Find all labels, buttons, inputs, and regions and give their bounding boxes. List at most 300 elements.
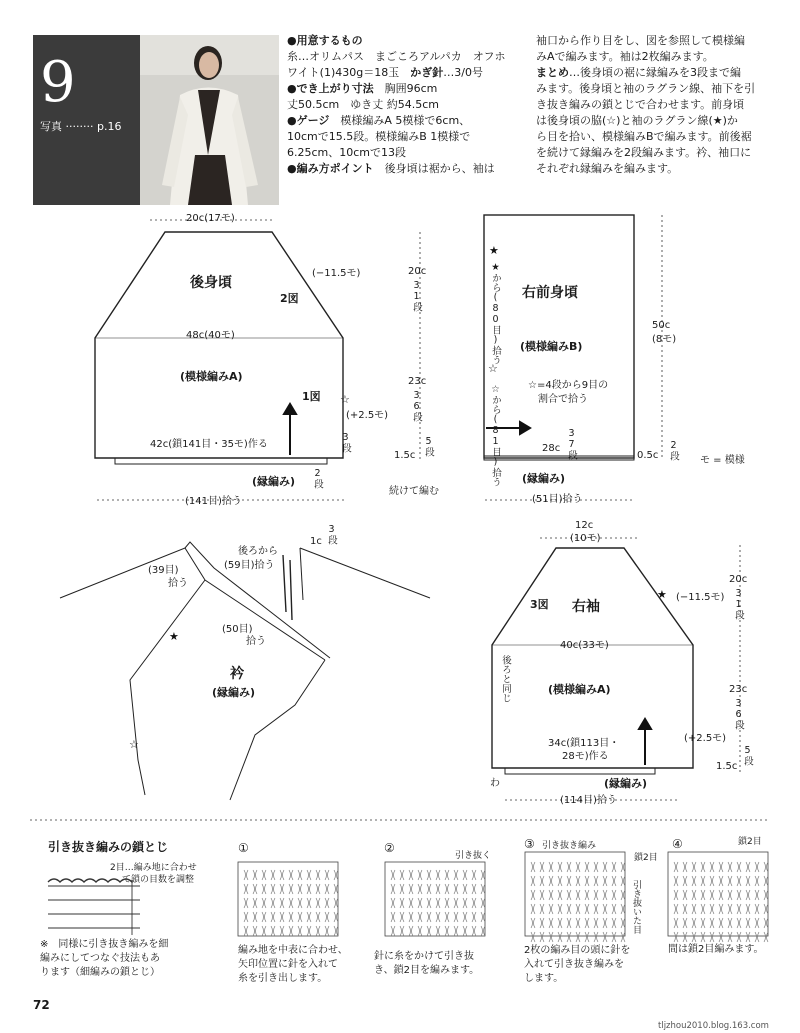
knit-stitch <box>409 912 413 922</box>
knit-stitch <box>710 932 714 942</box>
knit-stitch <box>334 884 338 894</box>
knit-stitch <box>683 918 687 928</box>
knit-stitch <box>454 898 458 908</box>
knit-stitch <box>764 890 768 900</box>
knit-stitch <box>409 870 413 880</box>
knit-stitch <box>289 912 293 922</box>
step-4-num: ④ <box>672 837 683 851</box>
knit-stitch <box>746 904 750 914</box>
knit-stitch <box>692 890 696 900</box>
knit-stitch <box>307 912 311 922</box>
collar-side-pick2: 拾う <box>246 636 266 647</box>
knit-stitch <box>271 912 275 922</box>
knit-stitch <box>692 876 696 886</box>
front-row2: 2段 <box>668 440 679 461</box>
knit-stitch <box>585 890 589 900</box>
knit-stitch <box>576 862 580 872</box>
knit-stitch <box>436 912 440 922</box>
continue-note: 続けて編む <box>389 486 439 497</box>
svg-text:☆: ☆ <box>340 393 350 406</box>
step-2-text: 針に糸をかけて引き抜 き、鎖2目を編みます。 <box>374 951 480 976</box>
knit-stitch <box>755 918 759 928</box>
knit-stitch <box>400 898 404 908</box>
knit-stitch <box>271 870 275 880</box>
knit-stitch <box>325 884 329 894</box>
knit-stitch <box>481 884 485 894</box>
knit-stitch <box>674 862 678 872</box>
knit-texture <box>244 862 768 942</box>
pattern-number: 9 <box>40 50 76 115</box>
knit-stitch <box>472 912 476 922</box>
sleeve-r3: 5段 <box>742 745 753 766</box>
knit-stitch <box>692 932 696 942</box>
collar-side-pick: (50目) <box>222 624 253 635</box>
knit-stitch <box>612 876 616 886</box>
knit-stitch <box>334 912 338 922</box>
front-gap: 0.5c <box>637 450 659 461</box>
front-border: (縁編み) <box>522 472 566 485</box>
knit-stitch <box>612 890 616 900</box>
knit-stitch <box>746 890 750 900</box>
knit-stitch <box>719 932 723 942</box>
knit-stitch <box>316 884 320 894</box>
knit-stitch <box>463 926 467 936</box>
knit-stitch <box>755 876 759 886</box>
front-height: 50c <box>652 320 671 331</box>
knit-stitch <box>719 918 723 928</box>
sleeve-r1: 31段 <box>733 588 744 620</box>
knit-stitch <box>481 870 485 880</box>
knit-stitch <box>427 870 431 880</box>
sleeve-chain2: 28モ)作る <box>562 751 609 762</box>
knit-stitch <box>710 890 714 900</box>
knit-stitch <box>585 932 589 942</box>
knit-stitch <box>472 884 476 894</box>
materials-block: ●用意するもの 糸…オリムパス まごころアルパカ オフホ ワイト(1)430g＝18玉 かぎ針…3/0号 ●でき上がり寸法 胸囲96cm 丈50.5cm ゆき丈 約54.5cm ●ゲージ 模様編みA 5模様で6cm、 10cmで15.5段。模様編みB 1模様で 6.25cm、10cmで13段 ●編み方ポイント 後身頃は裾から、袖は <box>287 34 506 175</box>
knit-stitch <box>391 884 395 894</box>
sleeve-title: 右袖 <box>572 599 600 615</box>
knit-stitch <box>391 912 395 922</box>
knit-stitch <box>603 890 607 900</box>
knit-stitch <box>418 926 422 936</box>
mid-r3: 5段 <box>423 436 434 457</box>
knit-stitch <box>701 904 705 914</box>
knit-stitch <box>755 932 759 942</box>
collar-rows: 1c <box>310 536 322 547</box>
knit-stitch <box>307 884 311 894</box>
howto-note-2: て鎖の目数を調整 <box>122 875 195 885</box>
knit-stitch <box>603 862 607 872</box>
knit-stitch <box>737 932 741 942</box>
back-fig-2: 2図 <box>280 292 299 305</box>
mid-h3: 1.5c <box>394 450 416 461</box>
knit-stitch <box>746 918 750 928</box>
knit-stitch <box>719 862 723 872</box>
knit-stitch <box>280 912 284 922</box>
knit-stitch <box>746 876 750 886</box>
back-decrease: (−11.5モ) <box>312 268 361 279</box>
front-note-1: ☆=4段から9目の <box>528 380 609 391</box>
knit-stitch <box>728 876 732 886</box>
knit-stitch <box>692 918 696 928</box>
howto-footnote: ※ 同様に引き抜き編みを細 編みにしてつなぐ技法もあ ります（細編みの鎖とじ） <box>40 939 169 978</box>
knit-stitch <box>683 932 687 942</box>
knit-stitch <box>719 904 723 914</box>
knit-stitch <box>701 918 705 928</box>
knit-stitch <box>334 898 338 908</box>
knit-stitch <box>280 884 284 894</box>
howto-note-1: 2目…編み地に合わせ <box>110 863 197 873</box>
knit-stitch <box>594 904 598 914</box>
legend: モ = 模様 <box>700 455 745 466</box>
knit-stitch <box>454 884 458 894</box>
knit-stitch <box>244 926 248 936</box>
back-increase: (+2.5モ) <box>346 410 389 421</box>
step-4-label: 鎖2目 <box>738 837 762 847</box>
knit-stitch <box>472 926 476 936</box>
knit-stitch <box>746 862 750 872</box>
knit-stitch <box>683 876 687 886</box>
collar-rows2: 3段 <box>326 524 337 545</box>
back-rows2: 2段 <box>312 468 323 489</box>
knit-stitch <box>674 890 678 900</box>
knit-stitch <box>710 918 714 928</box>
knit-stitch <box>289 870 293 880</box>
front-pattern: (模様編みB) <box>520 340 583 353</box>
knit-stitch <box>728 918 732 928</box>
knit-stitch <box>454 870 458 880</box>
knit-stitch <box>737 876 741 886</box>
knit-stitch <box>549 904 553 914</box>
knit-stitch <box>621 876 625 886</box>
knit-stitch <box>558 862 562 872</box>
knit-stitch <box>454 926 458 936</box>
collar-back-pick: 後ろから <box>238 546 278 557</box>
knit-stitch <box>436 926 440 936</box>
knit-stitch <box>262 912 266 922</box>
knit-stitch <box>298 884 302 894</box>
knit-stitch <box>289 898 293 908</box>
knit-stitch <box>737 918 741 928</box>
knit-stitch <box>253 884 257 894</box>
collar-left-pick: (39目) <box>148 565 179 576</box>
knit-stitch <box>391 870 395 880</box>
sleeve-h2: 23c <box>729 684 748 695</box>
knit-stitch <box>549 876 553 886</box>
knit-stitch <box>540 918 544 928</box>
step-3-chain: 鎖2目 <box>634 853 658 863</box>
knit-stitch <box>567 876 571 886</box>
step-3-label: 引き抜き編み <box>542 841 597 851</box>
front-note-2: 割合で拾う <box>538 394 588 405</box>
knit-stitch <box>445 912 449 922</box>
knit-stitch <box>585 862 589 872</box>
knit-stitch <box>391 926 395 936</box>
knit-stitch <box>701 932 705 942</box>
knit-stitch <box>463 898 467 908</box>
step-3-side: 引き抜いた目 <box>631 880 641 934</box>
knit-stitch <box>594 876 598 886</box>
knit-stitch <box>271 898 275 908</box>
knit-stitch <box>427 898 431 908</box>
knit-stitch <box>427 912 431 922</box>
knit-stitch <box>400 870 404 880</box>
knit-stitch <box>298 870 302 880</box>
knit-stitch <box>316 870 320 880</box>
knit-stitch <box>549 890 553 900</box>
back-pattern: (模様編みA) <box>180 370 243 383</box>
knit-stitch <box>280 898 284 908</box>
knit-stitch <box>728 862 732 872</box>
knit-stitch <box>710 876 714 886</box>
knit-stitch <box>567 904 571 914</box>
knit-stitch <box>262 884 266 894</box>
knit-stitch <box>472 898 476 908</box>
knit-stitch <box>418 912 422 922</box>
back-chain: 42c(鎖141目・35モ)作る <box>150 439 268 450</box>
back-border: (縁編み) <box>252 475 296 488</box>
knit-stitch <box>621 932 625 942</box>
knit-stitch <box>603 876 607 886</box>
sleeve-width: 40c(33モ) <box>560 640 609 651</box>
knit-stitch <box>549 918 553 928</box>
sleeve-border: (縁編み) <box>604 777 648 790</box>
knit-stitch <box>567 862 571 872</box>
sleeve-top2: (10モ) <box>570 533 601 544</box>
knit-stitch <box>594 862 598 872</box>
knit-stitch <box>612 918 616 928</box>
knit-stitch <box>701 876 705 886</box>
knit-stitch <box>540 904 544 914</box>
knit-stitch <box>558 890 562 900</box>
step-3-text: 2枚の編み目の頭に針を 入れて引き抜き編みを します。 <box>524 945 631 984</box>
knit-stitch <box>253 870 257 880</box>
knit-stitch <box>316 926 320 936</box>
sleeve-h1: 20c <box>729 574 748 585</box>
knit-stitch <box>746 932 750 942</box>
knit-stitch <box>531 918 535 928</box>
knit-stitch <box>674 918 678 928</box>
knit-stitch <box>481 912 485 922</box>
back-width: 48c(40モ) <box>186 330 235 341</box>
knit-stitch <box>436 898 440 908</box>
collar-title: 衿 <box>230 666 244 682</box>
sleeve-fig: 3図 <box>530 598 549 611</box>
knit-stitch <box>400 912 404 922</box>
step-4-text: 間は鎖2目編みます。 <box>668 944 764 955</box>
knit-stitch <box>603 918 607 928</box>
knit-stitch <box>576 932 580 942</box>
knit-stitch <box>481 926 485 936</box>
sleeve-dec: (−11.5モ) <box>676 592 725 603</box>
knit-stitch <box>531 890 535 900</box>
knit-stitch <box>755 862 759 872</box>
sleeve-h3: 1.5c <box>716 761 738 772</box>
step-2-label: 引き抜く <box>455 851 492 861</box>
knit-stitch <box>427 884 431 894</box>
mid-h2: 23c <box>408 376 427 387</box>
knit-stitch <box>612 932 616 942</box>
front-from-star: ★から(80目)拾う <box>490 262 501 365</box>
knit-stitch <box>531 876 535 886</box>
knit-stitch <box>427 926 431 936</box>
knit-stitch <box>271 926 275 936</box>
sleeve-wa: わ <box>490 778 500 789</box>
knit-stitch <box>728 932 732 942</box>
knit-stitch <box>755 890 759 900</box>
knit-stitch <box>445 926 449 936</box>
step-1-num: ① <box>238 841 249 855</box>
svg-text:☆: ☆ <box>488 362 498 375</box>
knit-stitch <box>764 862 768 872</box>
knit-stitch <box>325 898 329 908</box>
knit-stitch <box>674 904 678 914</box>
knit-stitch <box>567 918 571 928</box>
knit-stitch <box>436 884 440 894</box>
knit-stitch <box>540 876 544 886</box>
knit-stitch <box>289 926 293 936</box>
step-1-text: 編み地を中表に合わせ、 矢印位置に針を入れて 糸を引き出します。 <box>238 945 348 984</box>
knit-stitch <box>683 862 687 872</box>
sleeve-top: 12c <box>575 520 594 531</box>
knit-stitch <box>737 862 741 872</box>
knit-stitch <box>558 876 562 886</box>
knit-stitch <box>737 890 741 900</box>
knit-stitch <box>585 876 589 886</box>
sleeve-pickup: (114目)拾う <box>560 795 617 806</box>
sleeve-inc: (+2.5モ) <box>684 733 727 744</box>
knit-stitch <box>531 904 535 914</box>
knit-stitch <box>764 904 768 914</box>
knit-stitch <box>737 904 741 914</box>
knit-stitch <box>325 870 329 880</box>
knit-stitch <box>463 870 467 880</box>
knit-stitch <box>325 926 329 936</box>
knit-stitch <box>445 884 449 894</box>
knit-stitch <box>436 870 440 880</box>
mid-r1: 31段 <box>411 280 422 312</box>
knit-stitch <box>728 890 732 900</box>
knit-stitch <box>621 918 625 928</box>
knit-stitch <box>481 898 485 908</box>
knit-stitch <box>764 918 768 928</box>
knit-stitch <box>558 918 562 928</box>
knit-stitch <box>244 870 248 880</box>
knit-stitch <box>683 904 687 914</box>
knit-stitch <box>594 932 598 942</box>
knit-stitch <box>692 862 696 872</box>
page-number: 72 <box>33 998 50 1012</box>
knit-stitch <box>531 932 535 942</box>
knit-stitch <box>463 912 467 922</box>
knit-stitch <box>289 884 293 894</box>
knit-stitch <box>409 898 413 908</box>
knit-stitch <box>445 898 449 908</box>
collar-back-pick2: (59目)拾う <box>224 560 275 571</box>
knit-stitch <box>701 862 705 872</box>
knit-stitch <box>692 904 696 914</box>
watermark: tljzhou2010.blog.163.com <box>658 1021 769 1031</box>
knit-stitch <box>334 870 338 880</box>
knit-stitch <box>280 926 284 936</box>
knit-stitch <box>549 862 553 872</box>
knit-stitch <box>567 890 571 900</box>
back-top-width: 20c(17モ) <box>186 213 235 224</box>
svg-text:☆: ☆ <box>129 738 139 751</box>
collar-left-pick2: 拾う <box>168 578 188 589</box>
step-2-num: ② <box>384 841 395 855</box>
instructions-block: 袖口から作り目をし、図を参照して模様編 みAで編みます。袖は2枚編みます。 まとめ…後身頃の裾に縁編みを3段まで編 みます。後身頃と袖のラグラン線、袖下を引 き抜き編みの鎖とじで合わせます。前身頃 は後身頃の脇(☆)と袖のラグラン線(★)か ら目を拾い、模様編みBで編みます。前後裾 を続けて縁編みを2段編みます。衿、袖口に それぞれ縁編みを編みます。 <box>536 34 756 175</box>
knit-stitch <box>621 890 625 900</box>
knit-stitch <box>472 870 476 880</box>
step-3-num: ③ <box>524 837 535 851</box>
back-pickup: (141目)拾う <box>185 496 242 507</box>
knit-stitch <box>445 870 449 880</box>
knit-stitch <box>719 890 723 900</box>
knit-stitch <box>316 898 320 908</box>
knit-stitch <box>540 932 544 942</box>
knit-stitch <box>298 898 302 908</box>
knit-stitch <box>567 932 571 942</box>
front-mo8: (8モ) <box>652 334 677 345</box>
knit-stitch <box>764 932 768 942</box>
knit-stitch <box>400 884 404 894</box>
back-fig-1: 1図 <box>302 390 321 403</box>
knit-stitch <box>612 862 616 872</box>
knit-stitch <box>683 890 687 900</box>
knit-stitch <box>253 898 257 908</box>
collar-border: (縁編み) <box>212 686 256 699</box>
knit-stitch <box>253 912 257 922</box>
knit-stitch <box>540 890 544 900</box>
knit-stitch <box>755 904 759 914</box>
knit-stitch <box>307 898 311 908</box>
knit-stitch <box>262 898 266 908</box>
sleeve-chain1: 34c(鎖113目・ <box>548 738 620 749</box>
front-width: 28c <box>542 443 561 454</box>
knit-stitch <box>701 890 705 900</box>
knit-stitch <box>463 884 467 894</box>
knit-stitch <box>409 926 413 936</box>
knit-stitch <box>262 870 266 880</box>
knit-stitch <box>603 904 607 914</box>
knit-stitch <box>280 870 284 880</box>
sleeve-same: 後ろと同じ <box>500 655 511 703</box>
knit-stitch <box>576 904 580 914</box>
knit-stitch <box>391 898 395 908</box>
knit-stitch <box>719 876 723 886</box>
knit-stitch <box>728 904 732 914</box>
knit-stitch <box>576 876 580 886</box>
knit-stitch <box>334 926 338 936</box>
knit-stitch <box>244 898 248 908</box>
knit-stitch <box>674 932 678 942</box>
knit-stitch <box>307 870 311 880</box>
knit-stitch <box>764 876 768 886</box>
knit-stitch <box>549 932 553 942</box>
front-from-wstar: ☆から(81目)拾う <box>490 384 501 487</box>
howto-title: 引き抜き編みの鎖とじ <box>48 840 169 854</box>
knit-stitch <box>531 862 535 872</box>
svg-text:★: ★ <box>657 588 667 601</box>
knit-stitch <box>576 918 580 928</box>
knit-stitch <box>585 918 589 928</box>
knit-stitch <box>540 862 544 872</box>
knit-stitch <box>674 876 678 886</box>
knit-stitch <box>298 912 302 922</box>
knit-stitch <box>594 918 598 928</box>
knit-stitch <box>418 870 422 880</box>
